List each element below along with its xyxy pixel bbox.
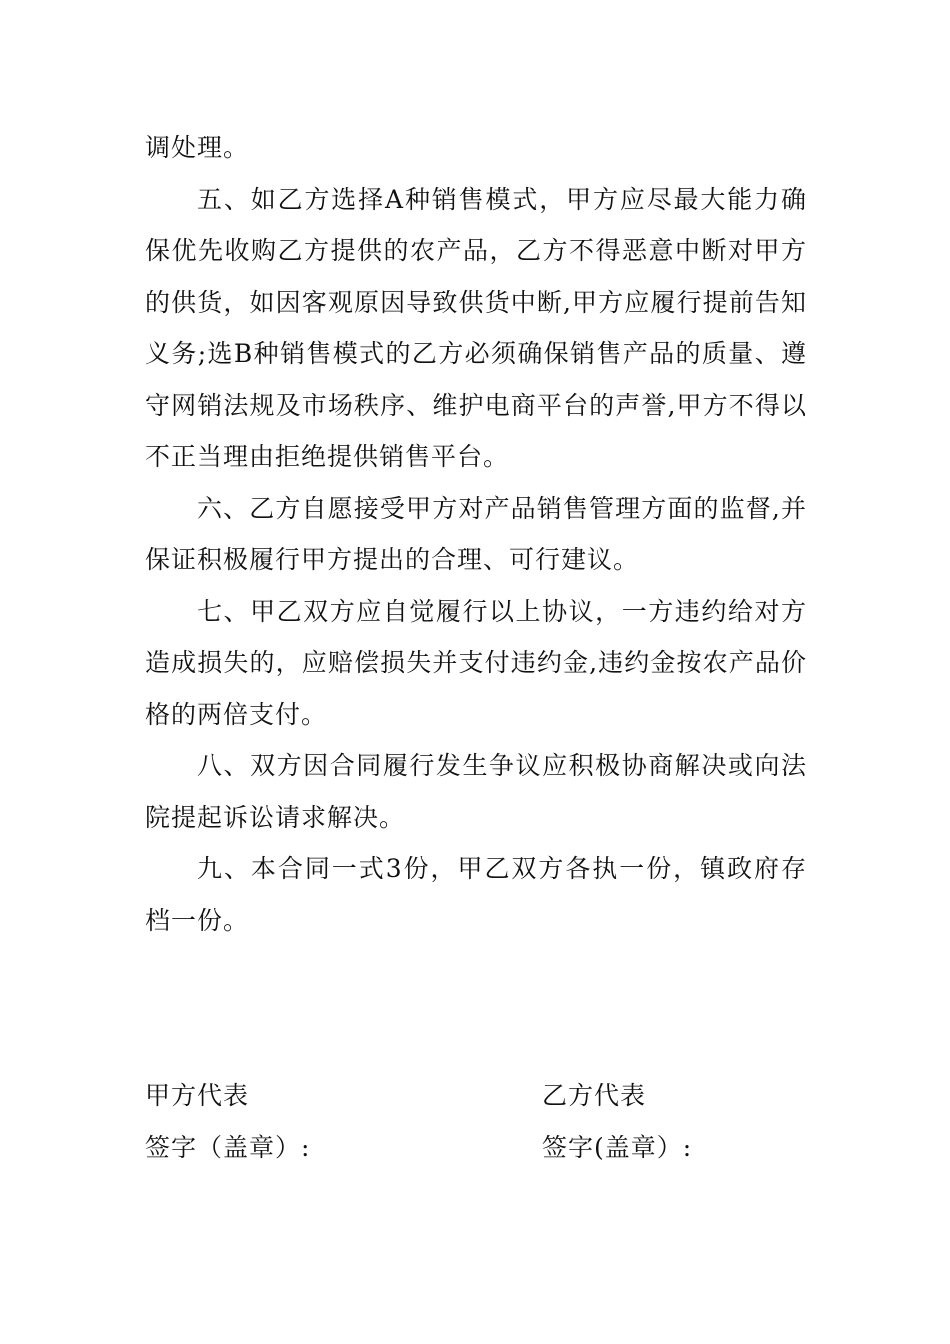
contract-body — [145, 122, 807, 946]
paragraph-clause-6: 六、乙方自愿接受甲方对产品销售管理方面的监督,并保证积极履行甲方提出的合理、可行建议。 — [145, 493, 807, 574]
paragraph-clause-7: 七、甲乙双方应自觉履行以上协议，一方违约给对方造成损失的，应赔偿损失并支付违约金,违约金按农产品价格的两倍支付。 — [145, 596, 807, 729]
paragraph-clause-5: 五、如乙方选择A种销售模式，甲方应尽最大能力确保优先收购乙方提供的农产品，乙方不得恶意中断对甲方的供货，如因客观原因导致供货中断,甲方应履行提前告知义务;选B种销售模式的乙方必须确保销售产品的质量、遵守网销法规及市场秩序、维护电商平台的声誉,甲方不得以不正当理由拒绝提供销售平台。 — [145, 184, 807, 471]
signature-block-party-b — [542, 1070, 692, 1173]
paragraph-clause-9: 九、本合同一式3份，甲乙双方各执一份，镇政府存档一份。 — [145, 854, 807, 935]
signature-block-party-a — [145, 1070, 310, 1173]
party-a-signature-label: 签字（盖章）: — [145, 1132, 311, 1162]
party-b-representative-label: 乙方代表 — [542, 1081, 647, 1110]
party-a-representative-label: 甲方代表 — [145, 1081, 250, 1110]
paragraph-continuation: 调处理。 — [145, 133, 250, 162]
party-b-signature-label: 签字(盖章）: — [542, 1132, 693, 1162]
paragraph-clause-8: 八、双方因合同履行发生争议应积极协商解决或向法院提起诉讼请求解决。 — [145, 751, 807, 832]
